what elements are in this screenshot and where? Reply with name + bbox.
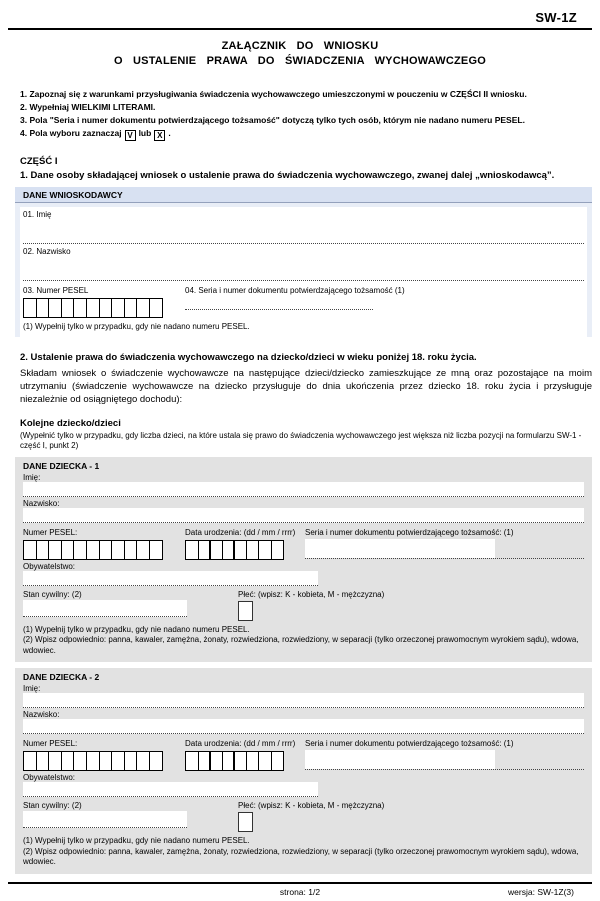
pesel-digit-box[interactable] xyxy=(149,540,163,560)
applicant-document-input[interactable] xyxy=(185,309,373,310)
pesel-digit-box[interactable] xyxy=(48,298,62,318)
footer-divider xyxy=(8,882,592,884)
applicant-section-header: DANE WNIOSKODAWCY xyxy=(15,187,592,203)
child-sex-column xyxy=(238,588,584,621)
pesel-digit-box[interactable] xyxy=(61,751,75,771)
child-2-citizenship-input[interactable] xyxy=(23,782,318,797)
child-1-status-row xyxy=(23,588,584,621)
child-2-document-box[interactable] xyxy=(305,750,495,769)
form-title-line2: O USTALENIE PRAWA DO ŚWIADCZENIA WYCHOWAWCZEGO xyxy=(114,55,486,67)
pesel-digit-box[interactable] xyxy=(136,751,150,771)
pesel-digit-box[interactable] xyxy=(124,751,138,771)
child-2-header: DANE DZIECKA - 2 xyxy=(23,672,100,682)
instruction-1: 1. Zapoznaj się z warunkami przysługiwania świadczenia wychowawczego umieszczonymi w pouczeniu w CZĘŚCI II wniosku. xyxy=(20,89,527,99)
child-last-name-label: Nazwisko: xyxy=(23,498,60,508)
child-document-column xyxy=(305,737,584,771)
child-pesel-label: Numer PESEL: xyxy=(23,527,78,537)
child-2-first-name-input[interactable] xyxy=(23,693,584,708)
pesel-digit-box[interactable] xyxy=(36,540,50,560)
part2-heading: 2. Ustalenie prawa do świadczenia wychowawczego na dziecko/dzieci w wieku poniżej 18. roku życia. xyxy=(20,351,477,363)
form-title-line1: ZAŁĄCZNIK DO WNIOSKU xyxy=(221,40,379,52)
footer xyxy=(0,887,600,901)
next-child-note: (Wypełnić tylko w przypadku, gdy liczba dzieci, na które ustala się prawo do świadczenia wychowawczego jest większa niż liczba pozycji na formularzu SW-1 - część I, punkt 2) xyxy=(20,430,582,450)
applicant-document-column xyxy=(185,283,584,318)
part1-subheading: 1. Dane osoby składającej wniosek o ustalenie prawa do świadczenia wychowawczego, zwanej dalej „wnioskodawcą”. xyxy=(20,170,555,181)
pesel-digit-box[interactable] xyxy=(99,540,113,560)
next-child-heading: Kolejne dziecko/dzieci xyxy=(20,417,121,429)
applicant-pesel-column xyxy=(23,283,185,318)
pesel-digit-box[interactable] xyxy=(61,298,75,318)
child-marital-status-label: Stan cywilny: (2) xyxy=(23,801,82,810)
child-1-pesel-boxes xyxy=(23,540,185,560)
instruction-2: 2. Wypełniaj WIELKIMI LITERAMI. xyxy=(20,102,156,112)
date-digit-box[interactable] xyxy=(185,751,199,771)
checkmark-v-icon: V xyxy=(125,130,136,141)
child-document-label: Seria i numer dokumentu potwierdzającego tożsamość: (1) xyxy=(305,527,514,537)
child-marital-status-label: Stan cywilny: (2) xyxy=(23,589,82,599)
date-digit-box[interactable] xyxy=(258,540,272,560)
child-2-marital-status-input[interactable] xyxy=(23,811,187,828)
pesel-digit-box[interactable] xyxy=(111,751,125,771)
date-digit-box[interactable] xyxy=(185,540,199,560)
instruction-3: 3. Pola "Seria i numer dokumentu potwierdzającego tożsamość" dotyczą tylko tych osób, którym nie nadano numeru PESEL. xyxy=(20,115,525,125)
part2-paragraph: Składam wniosek o świadczenie wychowawcze na następujące dzieci/dziecko zamieszkujące ze mną oraz pozostające na moim utrzymaniu (świadczenie wychowawcze na dziecko przysługuje do dnia ukończenia przez dziecko 18. roku życia i przysługuje niezależnie od osiągniętego dochodu): xyxy=(20,367,592,405)
child-birth-date-column xyxy=(185,737,305,771)
child-footnote-2: (2) Wpisz odpowiednio: panna, kawaler, zamężna, żonaty, rozwiedziona, rozwiedziony, w separacji (tylko orzeczonej prawomocnym wyrokiem sądu), wdowa, wdowiec. xyxy=(23,846,579,866)
checkmark-x-icon: X xyxy=(154,130,165,141)
pesel-digit-box[interactable] xyxy=(36,751,50,771)
applicant-pesel-label: 03. Numer PESEL xyxy=(23,286,89,295)
child-2-birth-date-boxes xyxy=(185,751,305,771)
instructions-list xyxy=(20,88,592,141)
child-2-status-row xyxy=(23,799,584,832)
child-section-2 xyxy=(15,668,592,874)
child-1-header: DANE DZIECKA - 1 xyxy=(23,460,100,471)
date-digit-box[interactable] xyxy=(271,751,285,771)
child-birth-date-label: Data urodzenia: (dd / mm / rrrr) xyxy=(185,527,296,537)
child-marital-column xyxy=(23,588,238,621)
child-2-document-input[interactable] xyxy=(305,750,584,770)
pesel-digit-box[interactable] xyxy=(136,540,150,560)
header-divider xyxy=(8,28,592,30)
child-citizenship-label: Obywatelstwo: xyxy=(23,773,76,782)
instruction-4: 4. Pola wyboru zaznaczaj V lub X . xyxy=(20,128,171,140)
applicant-pesel-row xyxy=(23,283,584,318)
child-footnote-2: (2) Wpisz odpowiednio: panna, kawaler, zamężna, żonaty, rozwiedziona, rozwiedziony, w separacji (tylko orzeczonej prawomocnym wyrokiem sądu), wdowa, wdowiec. xyxy=(23,635,579,655)
pesel-digit-box[interactable] xyxy=(23,540,37,560)
form-title xyxy=(0,39,600,69)
child-sex-column xyxy=(238,799,584,832)
child-first-name-label: Imię: xyxy=(23,684,41,693)
child-1-document-box[interactable] xyxy=(305,539,495,558)
child-birth-date-label: Data urodzenia: (dd / mm / rrrr) xyxy=(185,739,296,748)
child-pesel-label: Numer PESEL: xyxy=(23,739,78,748)
child-footnote-1: (1) Wypełnij tylko w przypadku, gdy nie nadano numeru PESEL. xyxy=(23,624,250,634)
child-sex-label: Płeć: (wpisz: K - kobieta, M - mężczyzna) xyxy=(238,801,385,810)
pesel-digit-box[interactable] xyxy=(111,298,125,318)
pesel-digit-box[interactable] xyxy=(73,298,87,318)
child-1-marital-status-input[interactable] xyxy=(23,600,187,617)
child-2-identity-row xyxy=(23,737,584,771)
form-code: SW-1Z xyxy=(535,10,577,25)
applicant-footnote-1: (1) Wypełnij tylko w przypadku, gdy nie nadano numeru PESEL. xyxy=(23,322,250,331)
child-document-label: Seria i numer dokumentu potwierdzającego tożsamość: (1) xyxy=(305,739,514,748)
child-1-last-name-input[interactable] xyxy=(23,508,584,523)
pesel-digit-box[interactable] xyxy=(23,751,37,771)
pesel-digit-box[interactable] xyxy=(36,298,50,318)
child-sex-label: Płeć: (wpisz: K - kobieta, M - mężczyzna) xyxy=(238,589,385,599)
page-number: strona: 1/2 xyxy=(279,886,321,897)
child-1-first-name-input[interactable] xyxy=(23,482,584,497)
child-birth-date-column xyxy=(185,526,305,560)
pesel-digit-box[interactable] xyxy=(124,298,138,318)
child-first-name-label: Imię: xyxy=(23,472,41,482)
date-digit-box[interactable] xyxy=(246,751,260,771)
date-digit-box[interactable] xyxy=(233,751,247,771)
date-digit-box[interactable] xyxy=(209,751,223,771)
child-2-pesel-boxes xyxy=(23,751,185,771)
pesel-digit-box[interactable] xyxy=(86,540,100,560)
child-section-1 xyxy=(15,457,592,663)
child-1-birth-date-boxes xyxy=(185,540,305,560)
pesel-digit-box[interactable] xyxy=(111,540,125,560)
applicant-pesel-boxes xyxy=(23,298,185,318)
child-citizenship-label: Obywatelstwo: xyxy=(23,561,76,571)
pesel-digit-box[interactable] xyxy=(73,751,87,771)
pesel-digit-box[interactable] xyxy=(48,540,62,560)
child-pesel-column xyxy=(23,526,185,560)
applicant-last-name-label: 02. Nazwisko xyxy=(23,247,71,256)
child-last-name-label: Nazwisko: xyxy=(23,710,60,719)
pesel-digit-box[interactable] xyxy=(124,540,138,560)
pesel-digit-box[interactable] xyxy=(61,540,75,560)
date-digit-box[interactable] xyxy=(246,540,260,560)
child-document-column xyxy=(305,526,584,560)
date-digit-box[interactable] xyxy=(271,540,285,560)
child-1-identity-row xyxy=(23,526,584,560)
pesel-digit-box[interactable] xyxy=(73,540,87,560)
pesel-digit-box[interactable] xyxy=(149,751,163,771)
date-digit-box[interactable] xyxy=(258,751,272,771)
pesel-digit-box[interactable] xyxy=(149,298,163,318)
child-marital-column xyxy=(23,799,238,832)
applicant-document-label: 04. Seria i numer dokumentu potwierdzającego tożsamość (1) xyxy=(185,286,405,295)
applicant-first-name-label: 01. Imię xyxy=(23,210,52,219)
pesel-digit-box[interactable] xyxy=(99,298,113,318)
child-footnote-1: (1) Wypełnij tylko w przypadku, gdy nie nadano numeru PESEL. xyxy=(23,836,250,845)
applicant-last-name-input[interactable] xyxy=(23,256,584,281)
child-1-sex-checkbox[interactable] xyxy=(238,601,253,621)
pesel-digit-box[interactable] xyxy=(99,751,113,771)
pesel-digit-box[interactable] xyxy=(86,298,100,318)
child-1-document-input[interactable] xyxy=(305,539,584,559)
date-digit-box[interactable] xyxy=(209,540,223,560)
date-digit-box[interactable] xyxy=(233,540,247,560)
child-2-sex-checkbox[interactable] xyxy=(238,812,253,832)
pesel-digit-box[interactable] xyxy=(23,298,37,318)
child-2-last-name-input[interactable] xyxy=(23,719,584,734)
applicant-section xyxy=(15,187,592,337)
pesel-digit-box[interactable] xyxy=(48,751,62,771)
pesel-digit-box[interactable] xyxy=(86,751,100,771)
applicant-fields xyxy=(20,207,587,337)
child-pesel-column xyxy=(23,737,185,771)
applicant-first-name-input[interactable] xyxy=(23,219,584,244)
form-version: wersja: SW-1Z(3) xyxy=(508,886,574,897)
part1-heading: CZĘŚĆ I xyxy=(20,156,58,167)
pesel-digit-box[interactable] xyxy=(136,298,150,318)
child-1-citizenship-input[interactable] xyxy=(23,571,318,586)
